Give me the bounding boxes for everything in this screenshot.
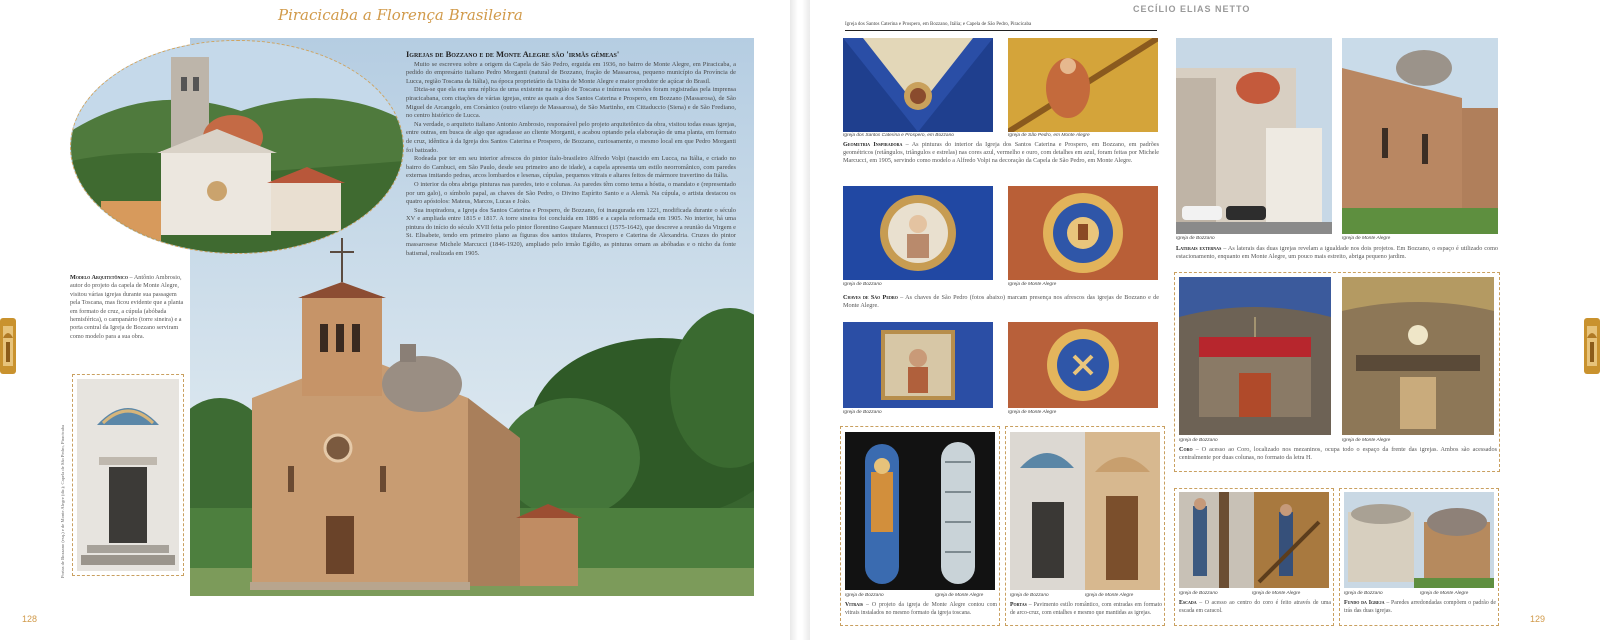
text-heading: Coro: [1179, 446, 1193, 453]
photo-caption: Igreja de Bozzano: [843, 282, 882, 287]
text-body: – As chaves de São Pedro (fotos abaixo) marcam presença nos afrescos das igrejas de Bozzano e de Monte Alegre.: [843, 294, 1159, 310]
saint-medallion-bozzano: [843, 186, 993, 280]
text-heading: Fundo da Igreja: [1344, 600, 1385, 606]
photo-caption: Igreja de Bozzano: [1344, 591, 1383, 596]
text-heading: Escada: [1179, 600, 1197, 606]
photo-caption: Igreja de Monte Alegre: [1085, 593, 1134, 598]
article-paragraph: Rodeada por ter em seu interior afrescos do pintor ítalo-brasileiro Alfredo Volpi (nascido em Lucca, na Itália, e criado no bairro do Cambuci, em São Paulo, desde seu primeiro ano de idade), a capela apresenta um estilo neorromânico, com paredes externas imitando pedras, arcos lombardos e lesenas, cúpulas, pequenos vitrais e altares feitos de mármore travertino da Itália.: [406, 155, 736, 180]
door-photo-frame: [72, 374, 184, 576]
photo-caption: Igreja de Bozzano: [1176, 236, 1215, 241]
side-caption-heading: Modelo Arquitetônico: [70, 274, 128, 281]
saint-medallion-monte-alegre: [1008, 186, 1158, 280]
article-paragraph: Na verdade, o arquiteto italiano Antonio Ambrosio, responsável pelo projeto arquitetônico da obra, visitou todas essas igrejas, entre outras, em busca de algo que agradasse ao cliente Morganti, e acabou optando pela elaboração de uma planta, em formato de cruz, idêntica à da Igreja dos Santos Caterina e Prospero, de Bozzano, curiosamente, o mesmo local em que Pedro Morganti foi batizado.: [406, 120, 736, 154]
page-number-left: 128: [22, 614, 38, 624]
text-heading: Vitrais: [845, 602, 863, 608]
thumb-tab-left: [0, 318, 16, 374]
article-paragraph: Dizia-se que ela era uma réplica de uma existente na região de Toscana e inúmeras versões foram registradas pela imprensa piracicabana, com citações de várias igrejas, entre as quais a dos Santos Caterina e Prospero, em Bozzano (Massarosa), de São Miguel de Arcangelo, em Corsànico (outro vilarejo de Massarosa), de São Martinho, em Cittaduccio (Siena) e de São Frediano, no centro histórico de Lucca.: [406, 86, 736, 120]
article-paragraph: Muito se escreveu sobre a origem da Capela de São Pedro, erguida em 1936, no bairro de Monte Alegre, em Piracicaba, a pedido do empresário italiano Pedro Morganti (natural de Bozzano, fração de Massarosa, pequeno município da Província de Lucca, região Toscana da Itália), na época proprietário da Usina de Monte Alegre e maior produtor de açúcar do Brasil.: [406, 60, 736, 85]
text-fundo: [1344, 600, 1496, 615]
photo-caption: Igreja de Monte Alegre: [1252, 591, 1301, 596]
text-body: – Pavimento estilo romântico, com entradas em formato de arco-cruz, com entalhes e mesmo que mantidas as igrejas.: [1010, 602, 1162, 616]
text-geometria: [843, 141, 1159, 166]
text-body: – As laterais das duas igrejas revelam a igualdade nos dois projetos. Em Bozzano, o espaço é utilizado como estacionamento, enquanto em Monte Alegre, um pouco mais estreito, abriga pequeno jardim.: [1176, 245, 1498, 261]
doors-photo: [1010, 432, 1160, 590]
photo-caption: Igreja de Monte Alegre: [1008, 410, 1057, 415]
top-note: Igreja dos Santos Caterina e Prospero, em Bozzano, Itália; e Capela de São Pedro, Piracicaba: [845, 22, 1157, 31]
ceiling-photo-bozzano: [843, 38, 993, 132]
text-body: – O projeto da igreja de Monte Alegre contou com vitrais instalados no mesmo formato da igreja toscana.: [845, 602, 997, 616]
staircase-photo: [1179, 492, 1329, 588]
text-vitrais: [845, 602, 997, 617]
side-caption: [70, 274, 188, 341]
text-heading: Geometria Inspiradora: [843, 141, 903, 148]
photo-caption: Igreja de Bozzano: [1179, 591, 1218, 596]
side-exterior-bozzano: [1176, 38, 1332, 234]
photo-caption: Igreja de São Pedro, em Monte Alegre: [1008, 133, 1090, 138]
choir-photo-bozzano: [1179, 277, 1331, 435]
running-title: Piracicaba a Florença Brasileira: [278, 6, 523, 24]
keys-fresco-monte-alegre: [1008, 322, 1158, 408]
photo-caption: Igreja de Monte Alegre: [1342, 236, 1391, 241]
text-heading: Portas: [1010, 602, 1027, 608]
side-caption-text: – Antônio Ambrosio, autor do projeto da capela de Monte Alegre, visitou várias igrejas durante sua passagem pela Toscana, mas ficou evidente que a planta em formato de cruz, a cúpula (abóbada hemisférica), o campanário (torre sineira) e a porta central da Igreja de Bozzano serviram como modelo para a sua obra.: [70, 274, 184, 340]
text-coro: [1179, 446, 1497, 462]
stained-glass-photo: [845, 432, 995, 590]
photo-caption: Igreja de Monte Alegre: [1420, 591, 1469, 596]
photo-caption: Igreja de Bozzano: [845, 593, 884, 598]
text-escada: [1179, 600, 1331, 615]
text-portas: [1010, 602, 1162, 617]
article-heading: Igrejas de Bozzano e de Monte Alegre são 'irmãs gêmeas': [406, 49, 620, 59]
text-heading: Chaves de São Pedro: [843, 294, 898, 301]
thumb-tab-right: [1584, 318, 1600, 374]
oval-photo-bozzano: [70, 40, 404, 254]
page-number-right: 129: [1530, 614, 1546, 624]
text-body: – Paredes arredondadas compõem o padrão de trás das duas igrejas.: [1344, 600, 1496, 614]
photo-caption: Igreja dos Santos Caterina e Prospero, em Bozzano: [843, 133, 954, 138]
text-body: – O acesso ao Coro, localizado nos mezaninos, ocupa todo o espaço da frente das igrejas. Ambos são acessados centralmente por duas colunas, no formato da letra H.: [1179, 446, 1497, 462]
main-article: [406, 50, 736, 258]
running-author: CECÍLIO ELIAS NETTO: [1133, 4, 1251, 14]
ceiling-photo-monte-alegre: [1008, 38, 1158, 132]
photo-caption: Igreja de Monte Alegre: [935, 593, 984, 598]
door-photo-bozzano: [77, 379, 179, 571]
side-exterior-monte-alegre: [1342, 38, 1498, 234]
photo-caption: Igreja de Bozzano: [843, 410, 882, 415]
photo-caption: Igreja de Bozzano: [1179, 438, 1218, 443]
text-laterais: [1176, 245, 1498, 261]
article-paragraph: O interior da obra abriga pinturas nas paredes, teto e colunas. As paredes têm como tema a hóstia, o mandato e (representado por um galo), o símbolo papal, as chaves de São Pedro, o Divino Espírito Santo e a Alemã. Na cúpula, o artista destacou os quatro apóstolos: Mateus, Marcos, Lucas e João.: [406, 180, 736, 206]
text-body: – As pinturas do interior da Igreja dos Santos Caterina e Prospero, em Bozzano, em padrões geométricos (retângulos, triângulos e estrelas) nas cores azul, vermelho e ouro, com detalhes em azul, foram feitas por Michele Marcucci, em 1905, servindo como modelo a Alfredo Volpi na decoração da Capela de São Pedro, em Monte Alegre.: [843, 141, 1159, 165]
vertical-credit: Portas de Bozzano (esq.) e de Monte Alegre (dir.); Capela de São Pedro, Piracicaba: [60, 424, 65, 578]
text-heading: Laterais externas: [1176, 245, 1222, 252]
keys-fresco-bozzano: [843, 322, 993, 408]
left-page: [0, 0, 790, 640]
choir-photo-monte-alegre: [1342, 277, 1494, 435]
photo-caption: Igreja de Monte Alegre: [1342, 438, 1391, 443]
apse-photo: [1344, 492, 1494, 588]
text-chaves: [843, 294, 1159, 310]
photo-caption: Igreja de Monte Alegre: [1008, 282, 1057, 287]
text-body: – O acesso ao centro do coro é feito através de uma escada em caracol.: [1179, 600, 1331, 614]
gutter: [790, 0, 810, 640]
photo-caption: Igreja de Bozzano: [1010, 593, 1049, 598]
article-paragraph: Sua inspiradora, a Igreja dos Santos Caterina e Prospero, de Bozzano, foi inaugurada em 1221, modificada durante o século XV e ampliada entre 1815 e 1817. A torre sineira foi concluída em 1886 e a capela reformada em 1905. No interior, há uma pintura do início do século XVII feita pelo pintor florentino Gaspare Mannucci (1575-1642), que descreve a reunião da Virgem e St. Elisabete, tendo em primeiro plano as figuras dos santos titulares, Prospero e Caterina de Alexandria. Cruzes do pintor massarosese Michele Marcucci (1846-1920), ampliado pelo irmão Egídio, as pinturas ornam as abóbadas e o nicho da fonte batismal, realizada em 1905.: [406, 206, 736, 257]
